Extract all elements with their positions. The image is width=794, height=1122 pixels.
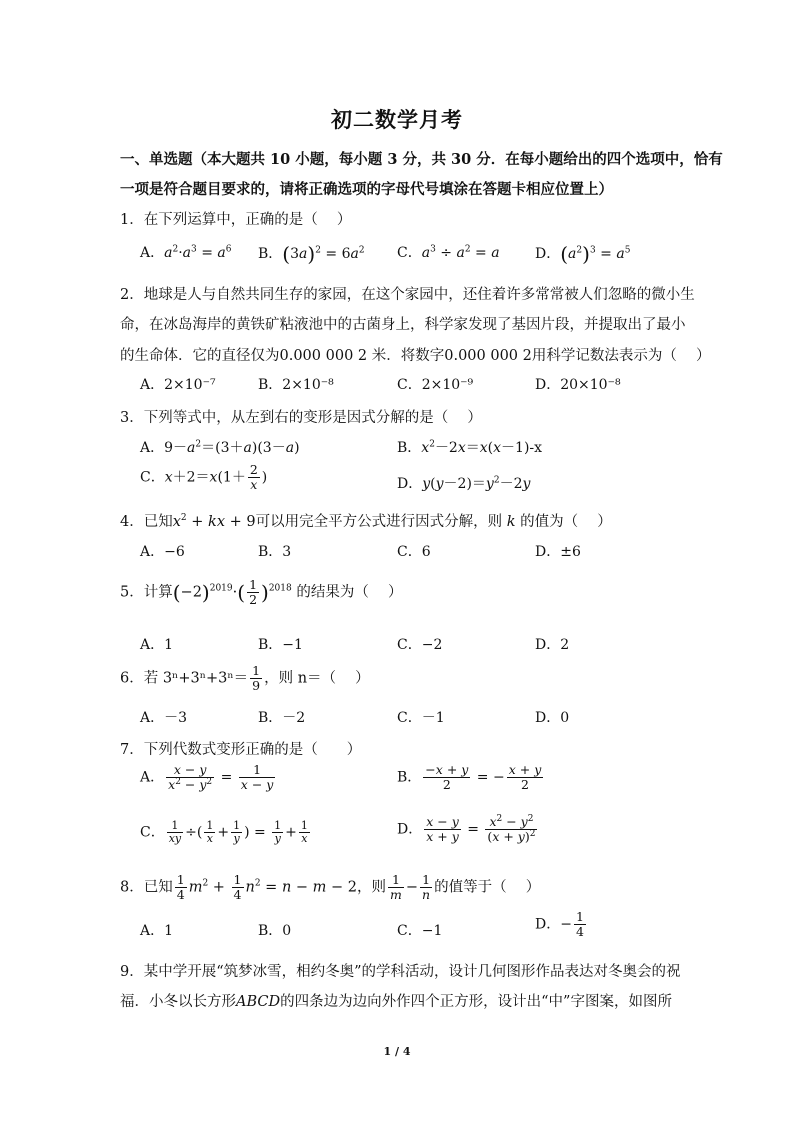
q4-option-c: C．6 bbox=[397, 544, 431, 560]
q8-option-a: A．1 bbox=[140, 923, 174, 939]
q1-option-a: A．$a^2\cdot a^3 = a^6$ bbox=[140, 244, 232, 261]
q4-option-d: D．±6 bbox=[535, 544, 581, 560]
q6-option-d: D．0 bbox=[535, 710, 570, 726]
section-header-line-2: 一项是符合题目要求的，请将正确选项的字母代号填涂在答题卡相应位置上） bbox=[120, 181, 613, 198]
question-9-line-2: 福．小冬以长方形ABCD的四条边为边向外作四个正方形，设计出“中”字图案，如图所 bbox=[120, 994, 672, 1010]
q5-option-b: B．−1 bbox=[258, 637, 303, 653]
q3-option-b: B．$x^2-2x=x(x-1)-x$ bbox=[397, 439, 543, 456]
q4-option-a: A．−6 bbox=[140, 544, 185, 560]
question-5-stem: 5．计算$(-2)^{2019}\cdot$( $\frac{1}{2}$ )$^{2018}$ 的结果为（ ） bbox=[120, 577, 403, 607]
question-7-stem: 7．下列代数式变形正确的是（ ） bbox=[120, 742, 362, 758]
q6-option-b: B．－2 bbox=[258, 710, 306, 726]
q5-option-c: C．−2 bbox=[397, 637, 443, 653]
question-6-stem: 6．若 3ⁿ+3ⁿ+3ⁿ＝ $\frac{1}{9}$ ，则 n＝（ ） bbox=[120, 663, 370, 693]
page-number: 1 / 4 bbox=[383, 1045, 411, 1058]
question-1-stem: 1．在下列运算中，正确的是（ ） bbox=[120, 212, 352, 228]
q7-option-c: C． $\frac{1}{xy}$ ÷( $\frac{1}{x}$ + $\frac{1}{y}$ ) = $\frac{1}{y}$ + $\frac{1}{x}$ bbox=[140, 819, 308, 846]
q1-option-d: D．$(a^2)^3 = a^5$ bbox=[535, 242, 631, 266]
question-8-stem: 8．已知 $\frac{1}{4}$ $m^2$ + $\frac{1}{4}$ $n^2 = n - m - 2$，则 $\frac{1}{m}$ − $\frac{1}{n}$ 的值等于（ ） bbox=[120, 872, 541, 902]
section-header-line-1: 一、单选题（本大题共 10 小题，每小题 3 分，共 30 分．在每小题给出的四个选项中，恰有 bbox=[120, 151, 723, 168]
question-4-stem: 4．已知$x^2$ + kx + 9可以用完全平方公式进行因式分解，则 k 的值为（ ） bbox=[120, 513, 612, 530]
q2-option-a: A．2×10⁻⁷ bbox=[140, 377, 216, 393]
q3-option-d: D．$y(y-2)=y^2-2y$ bbox=[397, 475, 531, 492]
question-3-stem: 3．下列等式中，从左到右的变形是因式分解的是（ ） bbox=[120, 410, 482, 426]
q5-option-d: D．2 bbox=[535, 637, 570, 653]
q8-option-d: D．− $\frac{1}{4}$ bbox=[535, 909, 584, 939]
question-2-line-1: 2．地球是人与自然共同生存的家园，在这个家园中，还住着许多常常被人们忽略的微小生 bbox=[120, 287, 695, 303]
q7-option-a: A． $\frac{x - y}{x^2 - y^2}$ = $\frac{1}{x - y}$ bbox=[140, 762, 274, 792]
q6-option-a: A．－3 bbox=[140, 710, 188, 726]
q3-option-c: C．x＋2＝x(1＋ $\frac{2}{x}$ ) bbox=[140, 462, 268, 492]
q8-option-c: C．−1 bbox=[397, 923, 443, 939]
q3-option-a: A．$9-a^2=(3+a)(3-a)$ bbox=[140, 439, 300, 456]
question-2-line-2: 命，在冰岛海岸的黄铁矿粘液池中的古菌身上，科学家发现了基因片段，并提取出了最小 bbox=[120, 317, 686, 333]
q7-option-d: D． $\frac{x - y}{x + y}$ = $\frac{x^2 - y^2}{(x + y)^2}$ bbox=[397, 814, 536, 845]
q2-option-b: B．2×10⁻⁸ bbox=[258, 377, 334, 393]
q1-option-c: C．$a^3 \div a^2 = a$ bbox=[397, 244, 500, 261]
page-title: 初二数学月考 bbox=[331, 107, 463, 132]
q2-option-c: C．2×10⁻⁹ bbox=[397, 377, 474, 393]
question-9-line-1: 9．某中学开展“筑梦冰雪，相约冬奥”的学科活动，设计几何图形作品表达对冬奥会的祝 bbox=[120, 964, 681, 980]
q4-option-b: B．3 bbox=[258, 544, 292, 560]
question-2-line-3: 的生命体．它的直径仅为0.000 000 2 米．将数字0.000 000 2用科学记数法表示为（ ） bbox=[120, 348, 711, 364]
q5-option-a: A．1 bbox=[140, 637, 174, 653]
q1-option-b: B．$(3a)^2 = 6a^2$ bbox=[258, 242, 365, 266]
q7-option-b: B． $\frac{-x + y}{2}$ = − $\frac{x + y}{2}$ bbox=[397, 762, 542, 792]
q8-option-b: B．0 bbox=[258, 923, 292, 939]
q2-option-d: D．20×10⁻⁸ bbox=[535, 377, 621, 393]
q6-option-c: C．－1 bbox=[397, 710, 445, 726]
